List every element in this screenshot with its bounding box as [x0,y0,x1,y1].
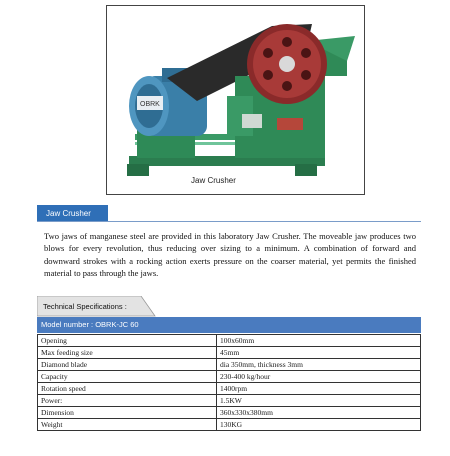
spec-value: 1.5KW [217,395,421,407]
table-row [38,335,421,347]
spec-label: Opening [38,335,217,347]
table-row [38,383,421,395]
spec-label: Rotation speed [38,383,217,395]
spec-value: 230-400 kg/hour [217,371,421,383]
table-row [38,371,421,383]
spec-label: Max feeding size [38,347,217,359]
table-row [38,407,421,419]
spec-value: 130KG [217,419,421,431]
spec-label: Capacity [38,371,217,383]
section-title: Jaw Crusher [37,205,108,222]
nameplate-text: OBRK [140,101,160,108]
spec-label: Weight [38,419,217,431]
jaw-crusher-image [107,6,364,194]
spec-value: 360x330x380mm [217,407,421,419]
table-row [38,347,421,359]
product-description: Two jaws of manganese steel are provided in this laboratory Jaw Crusher. The moveable jaw produces two blows for every revolution, thus reducing over sizing to a minimum. A combination of forward and downward strokes with a rocking action exerts pressure on the coarser material, yet permits the finished material to pass through the jaws. [44,231,416,279]
spec-label: Power: [38,395,217,407]
specs-heading-tab [37,296,157,317]
spec-value: 1400rpm [217,383,421,395]
spec-value: 45mm [217,347,421,359]
table-row [38,419,421,431]
spec-value: dia 350mm, thickness 3mm [217,359,421,371]
spec-label: Diamond blade [38,359,217,371]
model-number: Model number : OBRK-JC 60 [37,317,421,333]
spec-label: Dimension [38,407,217,419]
section-divider [37,221,421,222]
table-row [38,395,421,407]
specs-table [37,334,421,431]
spec-value: 100x60mm [217,335,421,347]
specs-heading: Technical Specifications : [43,302,127,311]
photo-caption: Jaw Crusher [191,176,236,185]
product-photo [106,5,365,195]
table-row [38,359,421,371]
